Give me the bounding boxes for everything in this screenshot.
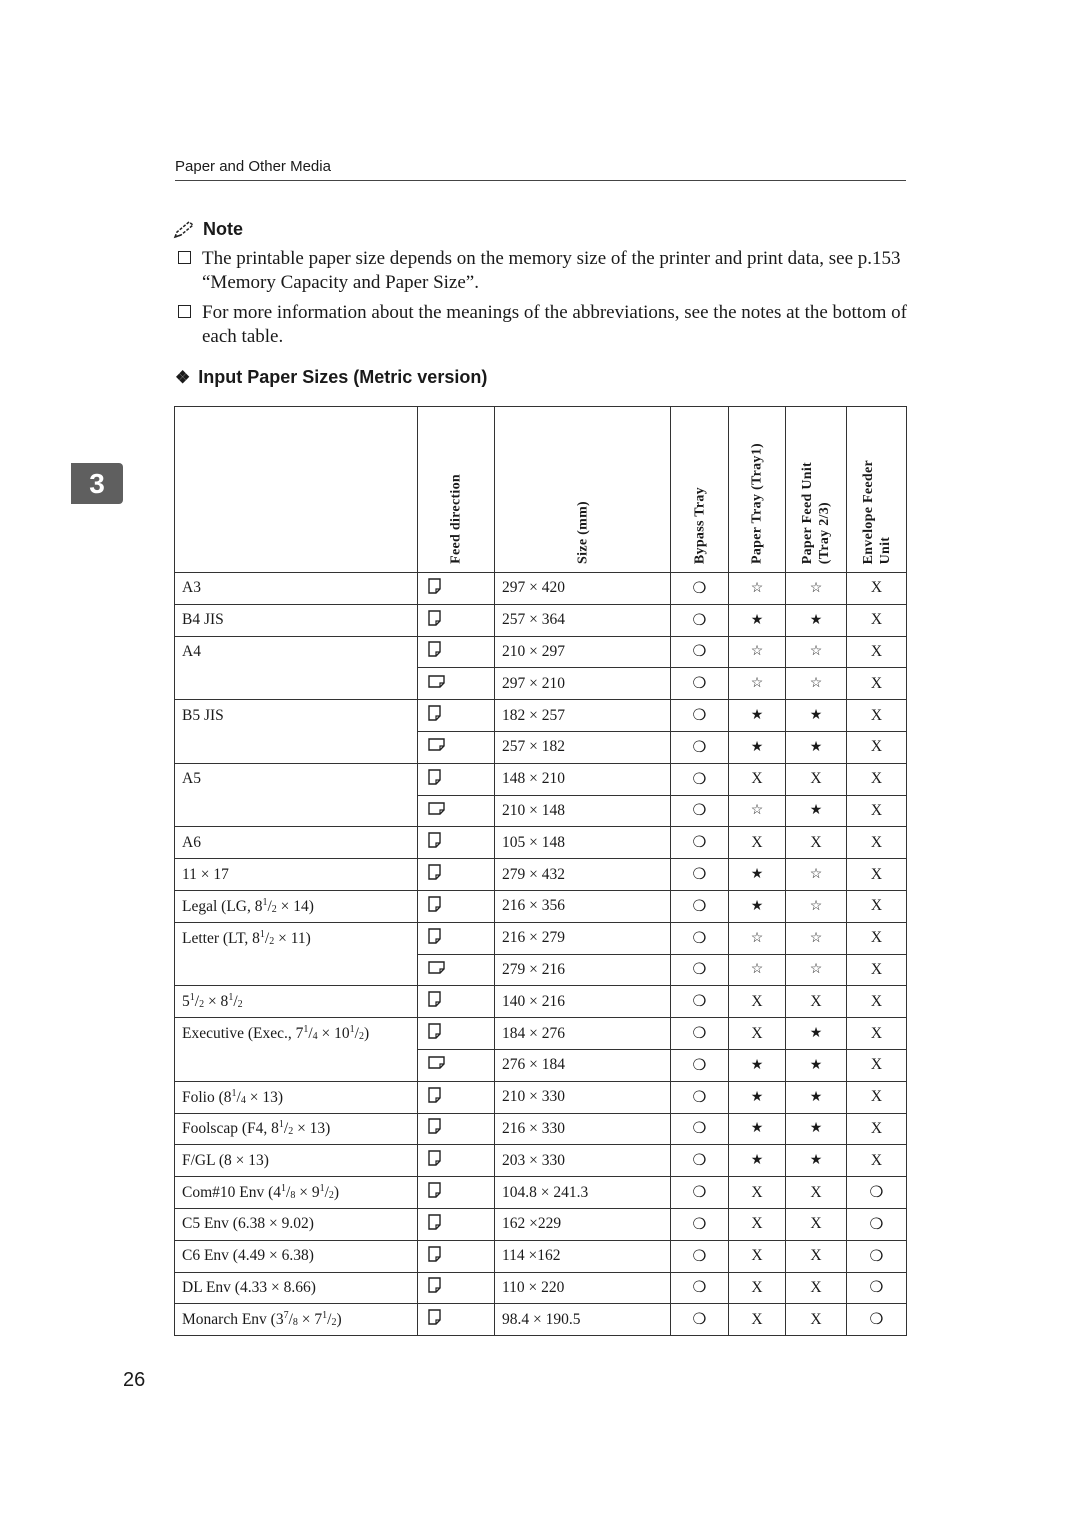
paper-tray-cell: X	[729, 1240, 786, 1272]
bypass-tray-cell: ❍	[671, 573, 729, 605]
paper-tray-cell: ★	[729, 604, 786, 636]
paper-name-cell: C6 Env (4.49 × 6.38)	[175, 1240, 418, 1272]
portrait-feed-icon	[428, 613, 441, 630]
table-row	[175, 922, 907, 954]
paper-tray-cell: ★	[729, 1049, 786, 1081]
bypass-tray-cell: ❍	[671, 1208, 729, 1240]
table-row	[175, 890, 907, 922]
size-cell: 105 × 148	[495, 827, 671, 859]
paper-tray-cell: X	[729, 827, 786, 859]
feed-direction-cell	[418, 1304, 495, 1336]
table-row	[175, 827, 907, 859]
feed-direction-cell	[418, 700, 495, 732]
paper-name-cell: F/GL (8 × 13)	[175, 1145, 418, 1177]
paper-feed-unit-cell: ☆	[786, 636, 847, 668]
paper-name-cell: Foolscap (F4, $8^1/_2 \times 13$)	[175, 1113, 418, 1145]
feed-direction-cell	[418, 1240, 495, 1272]
header-feed: Feed direction	[418, 407, 495, 573]
paper-tray-cell: ★	[729, 1113, 786, 1145]
portrait-feed-icon	[428, 1185, 441, 1202]
size-cell: 297 × 420	[495, 573, 671, 605]
header-tray1: Paper Tray (Tray1)	[729, 407, 786, 573]
size-cell: 257 × 364	[495, 604, 671, 636]
feed-direction-cell	[418, 604, 495, 636]
size-cell: 216 × 356	[495, 890, 671, 922]
envelope-feeder-cell: ❍	[847, 1272, 907, 1304]
envelope-feeder-cell: X	[847, 922, 907, 954]
paper-tray-cell: ☆	[729, 954, 786, 986]
paper-tray-cell: X	[729, 1304, 786, 1336]
feed-direction-cell	[418, 763, 495, 795]
bypass-tray-cell: ❍	[671, 1240, 729, 1272]
portrait-feed-icon	[428, 1312, 441, 1329]
paper-feed-unit-cell: ★	[786, 795, 847, 827]
size-cell: 203 × 330	[495, 1145, 671, 1177]
paper-feed-unit-cell: ★	[786, 1049, 847, 1081]
size-cell: 276 × 184	[495, 1049, 671, 1081]
paper-feed-unit-cell: X	[786, 986, 847, 1018]
envelope-feeder-cell: ❍	[847, 1177, 907, 1209]
paper-feed-unit-cell: X	[786, 1304, 847, 1336]
paper-name-cell: 11 × 17	[175, 859, 418, 891]
table-row	[175, 1240, 907, 1272]
paper-feed-unit-cell: ☆	[786, 859, 847, 891]
bypass-tray-cell: ❍	[671, 700, 729, 732]
feed-direction-cell	[418, 1177, 495, 1209]
size-cell: 98.4 × 190.5	[495, 1304, 671, 1336]
feed-direction-cell	[418, 731, 495, 763]
envelope-feeder-cell: X	[847, 986, 907, 1018]
paper-name-cell	[175, 668, 418, 700]
paper-feed-unit-cell: ★	[786, 1113, 847, 1145]
table-row	[175, 1018, 907, 1050]
size-cell: 210 × 330	[495, 1081, 671, 1113]
feed-direction-cell	[418, 1272, 495, 1304]
envelope-feeder-cell: X	[847, 1081, 907, 1113]
feed-direction-cell	[418, 890, 495, 922]
bypass-tray-cell: ❍	[671, 1081, 729, 1113]
header-blank	[175, 407, 418, 573]
portrait-feed-icon	[428, 899, 441, 916]
table-row	[175, 668, 907, 700]
paper-name-cell: Legal (LG, $8^1/_2 \times 14$)	[175, 890, 418, 922]
size-cell: 297 × 210	[495, 668, 671, 700]
paper-feed-unit-cell: X	[786, 1208, 847, 1240]
bypass-tray-cell: ❍	[671, 1145, 729, 1177]
bypass-tray-cell: ❍	[671, 1113, 729, 1145]
table-row	[175, 1272, 907, 1304]
bypass-tray-cell: ❍	[671, 1049, 729, 1081]
paper-name-cell: A5	[175, 763, 418, 795]
paper-tray-cell: X	[729, 1018, 786, 1050]
table-row	[175, 954, 907, 986]
feed-direction-cell	[418, 986, 495, 1018]
header-rule	[175, 180, 906, 181]
feed-direction-cell	[418, 1018, 495, 1050]
portrait-feed-icon	[428, 708, 441, 725]
feed-direction-cell	[418, 795, 495, 827]
paper-tray-cell: X	[729, 1208, 786, 1240]
portrait-feed-icon	[428, 1153, 441, 1170]
paper-tray-cell: ☆	[729, 922, 786, 954]
envelope-feeder-cell: X	[847, 668, 907, 700]
paper-feed-unit-cell: ☆	[786, 573, 847, 605]
portrait-feed-icon	[428, 835, 441, 852]
landscape-feed-icon	[428, 802, 445, 819]
portrait-feed-icon	[428, 1249, 441, 1266]
envelope-feeder-cell: X	[847, 763, 907, 795]
envelope-feeder-cell: X	[847, 700, 907, 732]
bypass-tray-cell: ❍	[671, 1272, 729, 1304]
table-row	[175, 1145, 907, 1177]
table-row	[175, 986, 907, 1018]
paper-tray-cell: ★	[729, 700, 786, 732]
table-row	[175, 604, 907, 636]
portrait-feed-icon	[428, 1121, 441, 1138]
portrait-feed-icon	[428, 1090, 441, 1107]
paper-tray-cell: ☆	[729, 636, 786, 668]
portrait-feed-icon	[428, 867, 441, 884]
table-row	[175, 1113, 907, 1145]
landscape-feed-icon	[428, 675, 445, 692]
portrait-feed-icon	[428, 1026, 441, 1043]
paper-tray-cell: ☆	[729, 668, 786, 700]
feed-direction-cell	[418, 573, 495, 605]
envelope-feeder-cell: X	[847, 954, 907, 986]
size-cell: 210 × 148	[495, 795, 671, 827]
landscape-feed-icon	[428, 738, 445, 755]
landscape-feed-icon	[428, 1056, 445, 1073]
paper-name-cell: DL Env (4.33 × 8.66)	[175, 1272, 418, 1304]
envelope-feeder-cell: X	[847, 1018, 907, 1050]
paper-feed-unit-cell: ☆	[786, 954, 847, 986]
table-row	[175, 1081, 907, 1113]
size-cell: 182 × 257	[495, 700, 671, 732]
table-row	[175, 1208, 907, 1240]
bypass-tray-cell: ❍	[671, 668, 729, 700]
table-row	[175, 859, 907, 891]
feed-direction-cell	[418, 1049, 495, 1081]
size-cell: 162 ×229	[495, 1208, 671, 1240]
envelope-feeder-cell: ❍	[847, 1208, 907, 1240]
bypass-tray-cell: ❍	[671, 1304, 729, 1336]
size-cell: 257 × 182	[495, 731, 671, 763]
paper-feed-unit-cell: ☆	[786, 668, 847, 700]
envelope-feeder-cell: X	[847, 1145, 907, 1177]
paper-name-cell: A4	[175, 636, 418, 668]
feed-direction-cell	[418, 1145, 495, 1177]
bypass-tray-cell: ❍	[671, 922, 729, 954]
paper-tray-cell: ☆	[729, 573, 786, 605]
envelope-feeder-cell: X	[847, 859, 907, 891]
paper-feed-unit-cell: ☆	[786, 922, 847, 954]
size-cell: 148 × 210	[495, 763, 671, 795]
paper-feed-unit-cell: X	[786, 1177, 847, 1209]
feed-direction-cell	[418, 1208, 495, 1240]
section-title: Input Paper Sizes (Metric version)	[198, 367, 488, 387]
table-row	[175, 573, 907, 605]
paper-feed-unit-cell: X	[786, 827, 847, 859]
note-item-text: The printable paper size depends on the memory size of the printer and print data, see p.153 “Memory Capacity and Paper Size”.	[202, 248, 901, 293]
chapter-tab: 3	[71, 463, 123, 504]
section-heading	[175, 367, 487, 388]
paper-feed-unit-cell: ★	[786, 731, 847, 763]
feed-direction-cell	[418, 1081, 495, 1113]
feed-direction-cell	[418, 859, 495, 891]
size-cell: 216 × 279	[495, 922, 671, 954]
feed-direction-cell	[418, 668, 495, 700]
size-cell: 110 × 220	[495, 1272, 671, 1304]
paper-name-cell: C5 Env (6.38 × 9.02)	[175, 1208, 418, 1240]
header-size: Size (mm)	[495, 407, 671, 573]
portrait-feed-icon	[428, 994, 441, 1011]
paper-feed-unit-cell: ★	[786, 1145, 847, 1177]
paper-tray-cell: ★	[729, 1081, 786, 1113]
feed-direction-cell	[418, 954, 495, 986]
paper-name-cell	[175, 731, 418, 763]
size-cell: 140 × 216	[495, 986, 671, 1018]
size-cell: 184 × 276	[495, 1018, 671, 1050]
header-bypass: Bypass Tray	[671, 407, 729, 573]
note-heading	[173, 219, 243, 240]
table-row	[175, 1304, 907, 1336]
table-row	[175, 731, 907, 763]
feed-direction-cell	[418, 922, 495, 954]
paper-name-cell: B4 JIS	[175, 604, 418, 636]
section-symbol: ❖	[175, 367, 191, 387]
paper-name-cell	[175, 954, 418, 986]
paper-name-cell: Executive (Exec., $7^1/_4 \times 10^1/_2$)	[175, 1018, 418, 1050]
page-number: 26	[123, 1369, 146, 1391]
paper-tray-cell: X	[729, 1272, 786, 1304]
bypass-tray-cell: ❍	[671, 827, 729, 859]
portrait-feed-icon	[428, 1280, 441, 1297]
header-envelope-feeder: Envelope Feeder Unit	[847, 407, 907, 573]
table-row	[175, 1177, 907, 1209]
pencil-icon	[173, 221, 199, 239]
size-cell: 216 × 330	[495, 1113, 671, 1145]
paper-name-cell: Letter (LT, $8^1/_2 \times 11$)	[175, 922, 418, 954]
paper-size-table	[174, 406, 907, 1336]
bypass-tray-cell: ❍	[671, 954, 729, 986]
paper-feed-unit-cell: ★	[786, 604, 847, 636]
paper-tray-cell: ★	[729, 890, 786, 922]
bypass-tray-cell: ❍	[671, 1177, 729, 1209]
envelope-feeder-cell: ❍	[847, 1240, 907, 1272]
portrait-feed-icon	[428, 772, 441, 789]
paper-name-cell: Monarch Env $(3^7/_8 \times 7^1/_2)$	[175, 1304, 418, 1336]
envelope-feeder-cell: X	[847, 1113, 907, 1145]
envelope-feeder-cell: X	[847, 795, 907, 827]
bypass-tray-cell: ❍	[671, 795, 729, 827]
portrait-feed-icon	[428, 644, 441, 661]
paper-feed-unit-cell: ★	[786, 1081, 847, 1113]
paper-name-cell	[175, 795, 418, 827]
paper-feed-unit-cell: X	[786, 1272, 847, 1304]
paper-tray-cell: X	[729, 763, 786, 795]
paper-feed-unit-cell: ★	[786, 1018, 847, 1050]
paper-tray-cell: ★	[729, 1145, 786, 1177]
note-item-text: For more information about the meanings of the abbreviations, see the notes at the bottom of each table.	[202, 302, 907, 347]
bypass-tray-cell: ❍	[671, 890, 729, 922]
bypass-tray-cell: ❍	[671, 604, 729, 636]
envelope-feeder-cell: X	[847, 827, 907, 859]
table-row	[175, 636, 907, 668]
paper-feed-unit-cell: X	[786, 1240, 847, 1272]
size-cell: 210 × 297	[495, 636, 671, 668]
table-row	[175, 763, 907, 795]
checkbox-bullet-icon	[178, 305, 191, 318]
paper-name-cell: A6	[175, 827, 418, 859]
bypass-tray-cell: ❍	[671, 731, 729, 763]
portrait-feed-icon	[428, 931, 441, 948]
size-cell: 279 × 432	[495, 859, 671, 891]
paper-tray-cell: X	[729, 1177, 786, 1209]
feed-direction-cell	[418, 827, 495, 859]
paper-tray-cell: X	[729, 986, 786, 1018]
paper-tray-cell: ★	[729, 731, 786, 763]
bypass-tray-cell: ❍	[671, 986, 729, 1018]
size-cell: 104.8 × 241.3	[495, 1177, 671, 1209]
table-header-row	[175, 407, 907, 573]
paper-name-cell	[175, 1049, 418, 1081]
paper-tray-cell: ☆	[729, 795, 786, 827]
paper-tray-cell: ★	[729, 859, 786, 891]
landscape-feed-icon	[428, 961, 445, 978]
table-row	[175, 1049, 907, 1081]
size-cell: 279 × 216	[495, 954, 671, 986]
paper-name-cell: Folio $(8^1/_4 \times 13)$	[175, 1081, 418, 1113]
paper-name-cell: Com#10 Env $(4^1/_8 \times 9^1/_2)$	[175, 1177, 418, 1209]
envelope-feeder-cell: X	[847, 1049, 907, 1081]
header-paper-feed-unit: Paper Feed Unit (Tray 2/3)	[786, 407, 847, 573]
envelope-feeder-cell: X	[847, 731, 907, 763]
checkbox-bullet-icon	[178, 251, 191, 264]
table-row	[175, 795, 907, 827]
envelope-feeder-cell: X	[847, 573, 907, 605]
feed-direction-cell	[418, 636, 495, 668]
paper-name-cell: B5 JIS	[175, 700, 418, 732]
running-header: Paper and Other Media	[175, 158, 331, 175]
bypass-tray-cell: ❍	[671, 763, 729, 795]
bypass-tray-cell: ❍	[671, 636, 729, 668]
envelope-feeder-cell: X	[847, 604, 907, 636]
envelope-feeder-cell: X	[847, 636, 907, 668]
envelope-feeder-cell: X	[847, 890, 907, 922]
paper-feed-unit-cell: ☆	[786, 890, 847, 922]
envelope-feeder-cell: ❍	[847, 1304, 907, 1336]
paper-feed-unit-cell: X	[786, 763, 847, 795]
note-heading-label: Note	[203, 219, 243, 239]
bypass-tray-cell: ❍	[671, 1018, 729, 1050]
portrait-feed-icon	[428, 1217, 441, 1234]
paper-name-cell: $5^1/_2 \times 8^1/_2$	[175, 986, 418, 1018]
bypass-tray-cell: ❍	[671, 859, 729, 891]
portrait-feed-icon	[428, 581, 441, 598]
paper-name-cell: A3	[175, 573, 418, 605]
paper-feed-unit-cell: ★	[786, 700, 847, 732]
feed-direction-cell	[418, 1113, 495, 1145]
table-row	[175, 700, 907, 732]
size-cell: 114 ×162	[495, 1240, 671, 1272]
